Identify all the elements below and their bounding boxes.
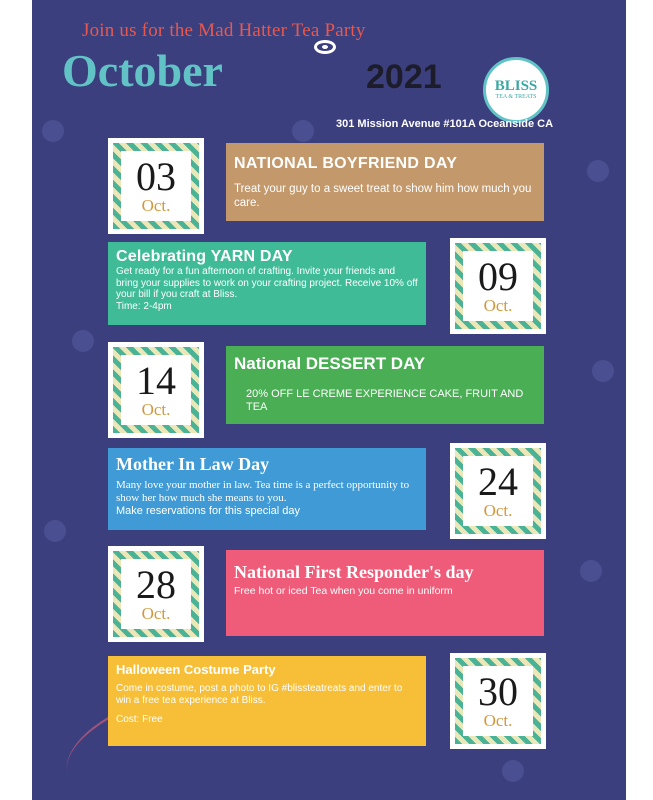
event-description: Many love your mother in law. Tea time is a perfect opportunity to show her how much she means to you.	[116, 479, 410, 505]
date-month: Oct.	[141, 399, 171, 419]
date-badge	[450, 653, 546, 749]
decor-dot	[587, 160, 609, 182]
date-day: 03	[136, 153, 176, 199]
date-month: Oct.	[483, 295, 513, 315]
date-day: 24	[478, 458, 518, 504]
logo-name: BLISS	[494, 77, 538, 94]
event-title: Celebrating YARN DAY	[116, 248, 293, 265]
party-banner: Join us for the Mad Hatter Tea Party	[82, 20, 366, 41]
date-month: Oct.	[483, 710, 513, 730]
date-day: 30	[478, 668, 518, 714]
event-time: Time: 2-4pm	[116, 300, 172, 312]
event-description: Treat your guy to a sweet treat to show him how much you care.	[234, 183, 532, 209]
date-badge	[108, 546, 204, 642]
bliss-logo	[483, 57, 549, 123]
decor-dot	[72, 330, 94, 352]
decor-dot	[292, 120, 314, 142]
event-panel-boyfriend-day	[226, 143, 544, 221]
event-note: Make reservations for this special day	[116, 505, 301, 518]
decor-dot	[592, 360, 614, 382]
event-panel-halloween-party	[108, 656, 426, 746]
logo-subtitle: TEA & TREATS	[495, 93, 537, 100]
date-badge	[108, 138, 204, 234]
date-badge	[450, 238, 546, 334]
event-title: National First Responder's day	[234, 562, 474, 582]
event-panel-mother-in-law-day	[108, 448, 426, 530]
event-title: Mother In Law Day	[116, 454, 270, 474]
event-panel-first-responders-day	[226, 550, 544, 636]
date-badge	[108, 342, 204, 438]
event-cost: Cost: Free	[116, 714, 163, 725]
event-title: Halloween Costume Party	[116, 662, 276, 677]
decor-dot	[502, 760, 524, 782]
event-panel-dessert-day	[226, 346, 544, 424]
date-month: Oct.	[141, 195, 171, 215]
event-description: 20% OFF LE CREME EXPERIENCE CAKE, FRUIT AND TEA	[246, 388, 524, 414]
date-month: Oct.	[141, 603, 171, 623]
date-day: 09	[478, 253, 518, 299]
month-title: October	[62, 45, 223, 96]
decor-dot	[44, 520, 66, 542]
date-day: 28	[136, 561, 176, 607]
decor-dot	[580, 560, 602, 582]
date-month: Oct.	[483, 500, 513, 520]
address: 301 Mission Avenue #101A Oceanside CA	[336, 118, 554, 130]
event-title: National DESSERT DAY	[234, 354, 426, 373]
year-title: 2021	[366, 58, 442, 96]
donut-icon	[314, 40, 336, 54]
event-title: NATIONAL BOYFRIEND DAY	[234, 155, 458, 172]
decor-dot	[42, 120, 64, 142]
date-badge	[450, 443, 546, 539]
date-day: 14	[136, 357, 176, 403]
event-description: Come in costume, post a photo to IG #blissteatreats and enter to win a free tea experience at Bliss.	[116, 683, 403, 706]
event-description: Free hot or iced Tea when you come in uniform	[234, 584, 453, 597]
event-panel-yarn-day	[108, 242, 426, 325]
event-description: Get ready for a fun afternoon of crafting. Invite your friends and bring your supplies to work on your crafting project. Receive 10% off your bill if you craft at Bliss.	[116, 266, 418, 300]
